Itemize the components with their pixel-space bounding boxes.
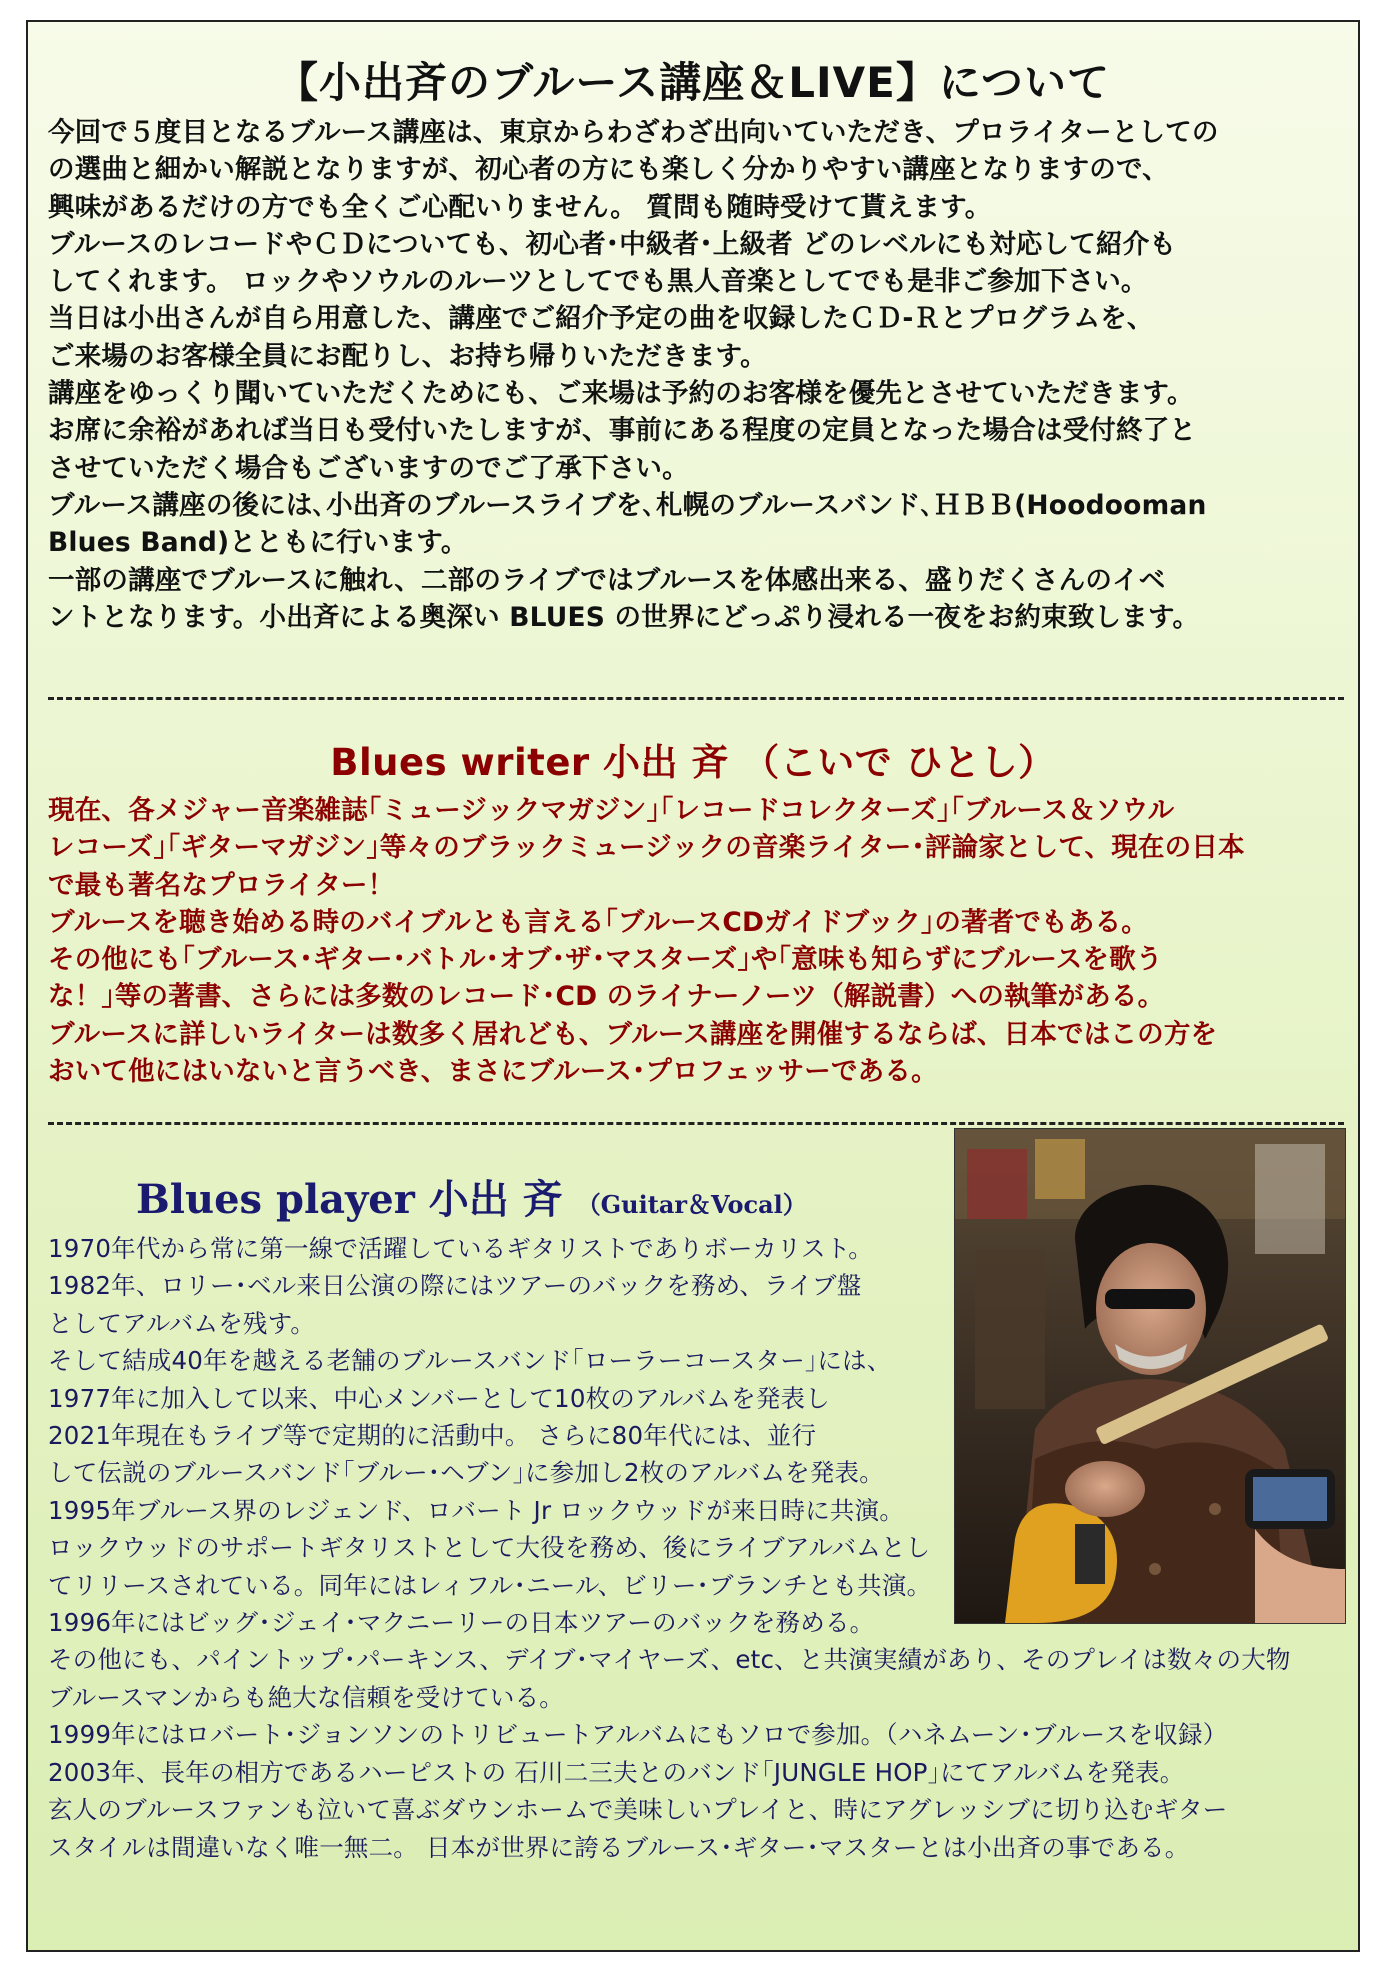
about-line: お席に余裕があれば当日も受付いたしますが、事前にある程度の定員となった場合は受付終了と	[48, 415, 1197, 447]
writer-line: な！｣等の著書、さらには多数のレコード･CD のライナーノーツ（解説書）への執筆がある。	[48, 981, 1165, 1013]
player-line: 1977年に加入して以来、中心メンバーとして10枚のアルバムを発表し	[48, 1383, 830, 1413]
writer-title: Blues writer 小出 斉 （こいで ひとし）	[330, 741, 1056, 784]
player-line: てリリースされている。同年にはレィフル･ニール、ビリー･ブランチとも共演。	[48, 1570, 932, 1600]
player-line: 1999年にはロバート･ジョンソンのトリビュートアルバムにもソロで参加。（ハネムーン･ブルースを収録）	[48, 1720, 1228, 1750]
about-line: してくれます。 ロックやソウルのルーツとしてでも黒人音楽としてでも是非ご参加下さい。	[48, 266, 1148, 298]
player-title-main: Blues player 小出 斉	[136, 1176, 563, 1223]
about-line: Blues Band)とともに行います。	[48, 527, 468, 559]
about-title: 【小出斉のブルース講座＆LIVE】について	[276, 58, 1110, 107]
player-line: ブルースマンからも絶大な信頼を受けている。	[48, 1682, 565, 1712]
player-line: 玄人のブルースファンも泣いて喜ぶダウンホームで美味しいプレイと、時にアグレッシブに切り込むギター	[48, 1795, 1228, 1825]
player-title	[136, 1168, 807, 1225]
player-line: 2021年現在もライブ等で定期的に活動中。 さらに80年代には、並行	[48, 1421, 817, 1451]
player-line: して伝説のブルースバンド｢ブルー･ヘブン｣に参加し2枚のアルバムを発表。	[48, 1458, 884, 1488]
about-line: ご来場のお客様全員にお配りし、お持ち帰りいただきます。	[48, 340, 767, 372]
writer-line: その他にも｢ブルース･ギター･バトル･オブ･ザ･マスターズ｣や｢意味も知らずにブルースを歌う	[48, 944, 1163, 976]
writer-paragraph	[48, 792, 1344, 1090]
about-line: 今回で５度目となるブルース講座は、東京からわざわざ出向いていただき、プロライターとしての	[48, 117, 1219, 148]
section-divider	[48, 697, 1344, 700]
flyer-sheet	[26, 20, 1360, 1952]
about-line: 当日は小出さんが自ら用意した、講座でご紹介予定の曲を収録したＣＤ-Ｒとプログラムを、	[48, 303, 1154, 335]
about-line: ブルースのレコードやＣＤについても、初心者･中級者･上級者 どのレベルにも対応して紹介も	[48, 228, 1177, 260]
player-line: 1970年代から常に第一線で活躍しているギタリストでありボーカリスト。	[48, 1234, 873, 1263]
player-line: その他にも、パイントップ･パーキンス、デイブ･マイヤーズ、etc、と共演実績があり、そのプレイは数々の大物	[48, 1645, 1291, 1675]
writer-line: レコーズ｣｢ギターマガジン｣等々のブラックミュージックの音楽ライター･評論家として、現在の日本	[48, 832, 1245, 864]
about-line: ブルース講座の後には､小出斉のブルースライブを､札幌のブルースバンド､ＨＢＢ(Hoodooman	[48, 489, 1207, 521]
writer-line: ブルースを聴き始める時のバイブルとも言える｢ブルースCDガイドブック｣の著者でもある。	[48, 906, 1148, 938]
about-line: 興味があるだけの方でも全くご心配いりません。 質問も随時受けて貰えます。	[48, 191, 992, 223]
player-line: 1982年、ロリー･ベル来日公演の際にはツアーのバックを務め、ライブ盤	[48, 1271, 862, 1301]
player-line: としてアルバムを残す。	[48, 1308, 316, 1338]
about-paragraph	[48, 114, 1344, 636]
writer-line: ブルースに詳しいライターは数多く居れども、ブルース講座を開催するならば、日本ではこの方を	[48, 1018, 1218, 1050]
about-line: ントとなります。小出斉による奥深い BLUES の世界にどっぷり浸れる一夜をお約束致します。	[48, 601, 1200, 633]
player-title-sub: （Guitar＆Vocal）	[576, 1190, 807, 1219]
writer-line: で最も著名なプロライター！	[48, 869, 395, 901]
player-line: 1996年にはビッグ･ジェイ･マクニーリーの日本ツアーのバックを務める。	[48, 1608, 875, 1638]
player-line: そして結成40年を越える老舗のブルースバンド｢ローラーコースター｣には、	[48, 1346, 892, 1376]
about-line: の選曲と細かい解説となりますが、初心者の方にも楽しく分かりやすい講座となりますので、	[48, 154, 1169, 186]
player-line: 1995年ブルース界のレジェンド、ロバート Jr ロックウッドが来日時に共演。	[48, 1495, 905, 1525]
player-line: ロックウッドのサポートギタリストとして大役を務め、後にライブアルバムとし	[48, 1533, 931, 1563]
about-line: 講座をゆっくり聞いていただくためにも、ご来場は予約のお客様を優先とさせていただきます。	[48, 378, 1194, 410]
player-line: 2003年、長年の相方であるハーピストの 石川二三夫とのバンド｢JUNGLE HOP｣にてアルバムを発表。	[48, 1757, 1185, 1787]
writer-line: おいて他にはいないと言うべき、まさにブルース･プロフェッサーである。	[48, 1056, 938, 1088]
writer-line: 現在、各メジャー音楽雑誌｢ミュージックマガジン｣｢レコードコレクターズ｣｢ブルース＆ソウル	[48, 795, 1175, 826]
player-line: スタイルは間違いなく唯一無二。 日本が世界に誇るブルース･ギター･マスターとは小出斉の事である。	[48, 1832, 1190, 1862]
about-line: 一部の講座でブルースに触れ、二部のライブではブルースを体感出来る、盛りだくさんのイベ	[48, 564, 1166, 596]
about-line: させていただく場合もございますのでご了承下さい。	[48, 452, 689, 484]
section-divider	[48, 1122, 1344, 1125]
player-paragraph	[48, 1230, 1344, 1866]
